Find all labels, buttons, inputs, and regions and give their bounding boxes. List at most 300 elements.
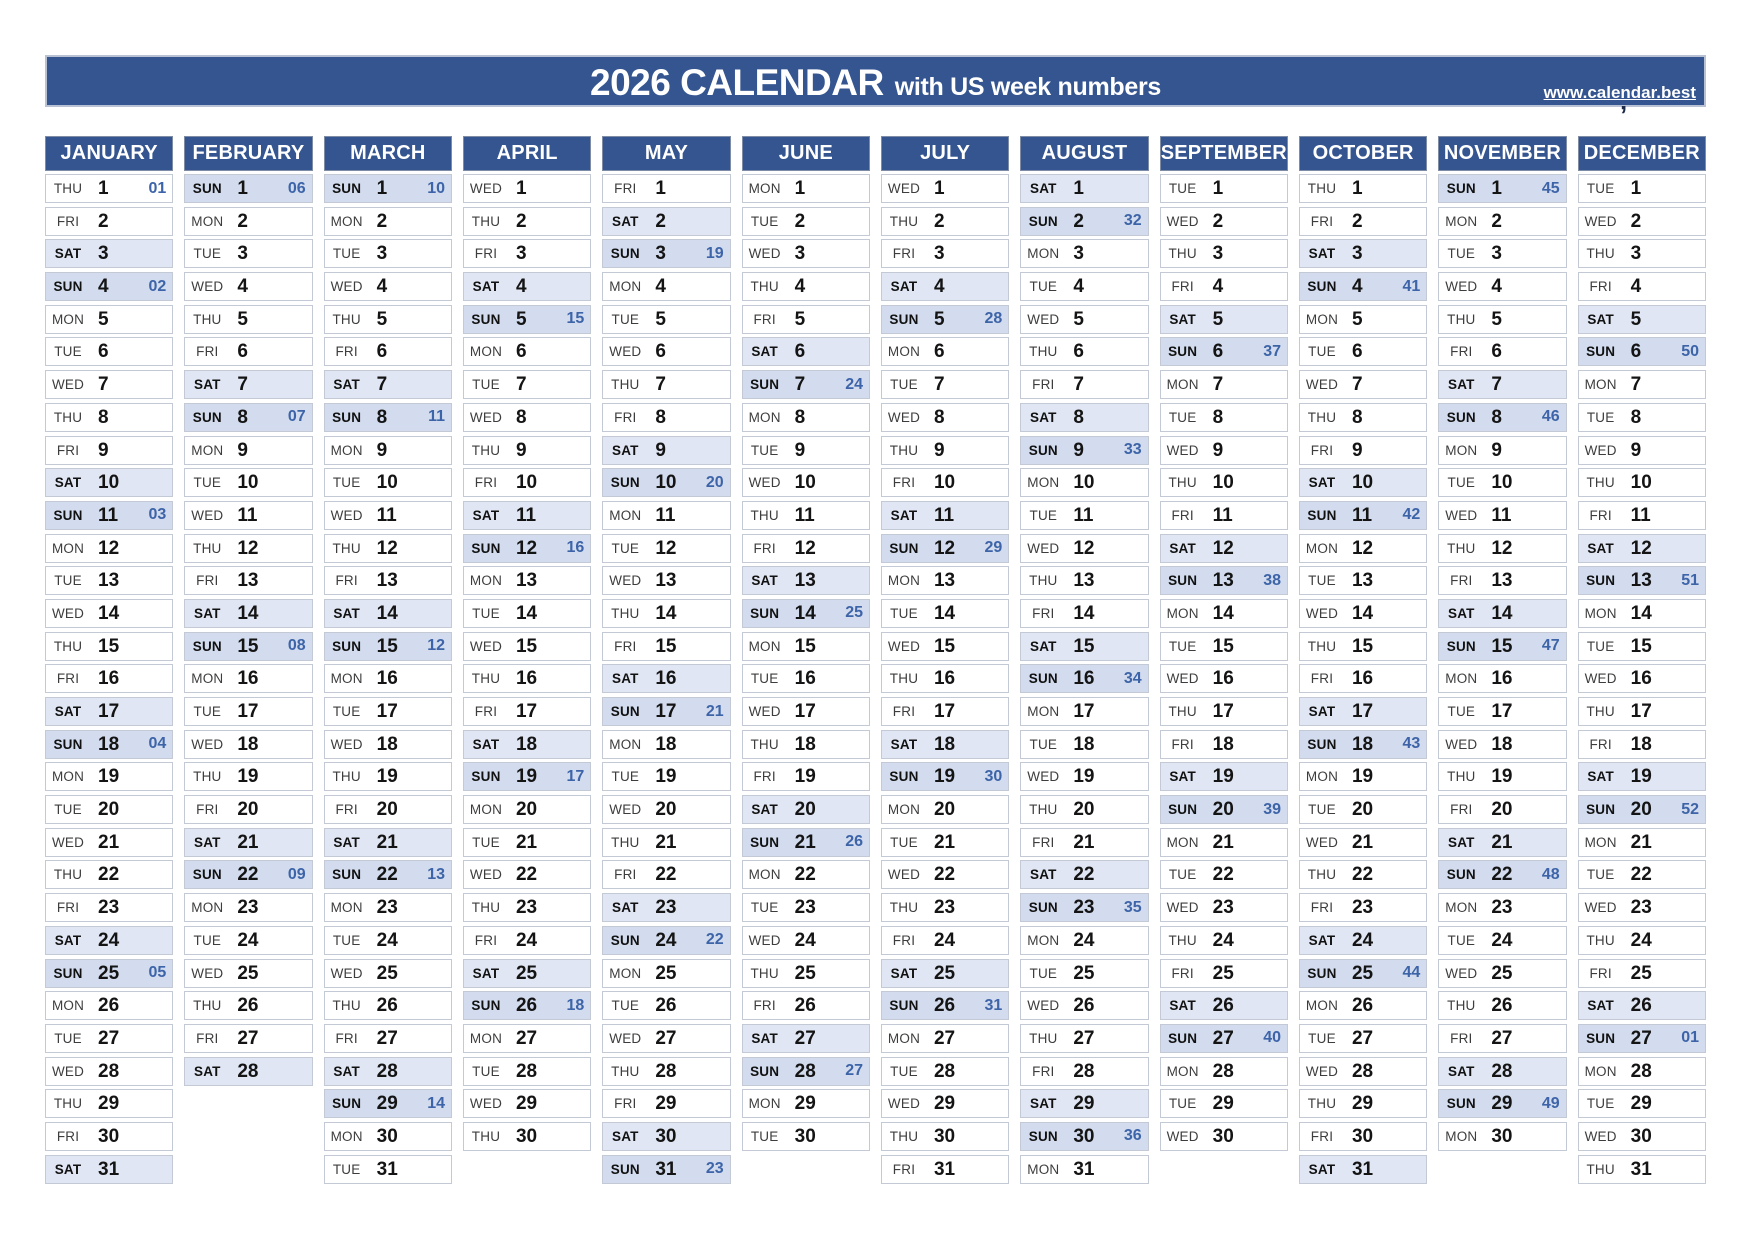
day-abbrev: SUN: [889, 540, 919, 556]
day-abbrev: SAT: [1030, 409, 1057, 425]
day-abbrev: MON: [887, 344, 921, 360]
day-number: 15: [1630, 635, 1652, 657]
day-abbrev: SUN: [1307, 507, 1337, 523]
day-row: [1020, 697, 1148, 726]
week-number: 19: [705, 244, 724, 262]
day-number: 22: [1073, 864, 1095, 886]
day-abbrev: SUN: [332, 867, 362, 883]
day-row: [1160, 926, 1288, 955]
day-number: 18: [1212, 733, 1234, 755]
day-abbrev: WED: [1166, 213, 1199, 229]
day-abbrev: WED: [469, 181, 503, 196]
day-number: 2: [1212, 210, 1224, 232]
day-number: 1: [1073, 178, 1084, 199]
day-row: [324, 632, 452, 661]
day-number: 12: [237, 537, 259, 559]
day-row: [881, 468, 1009, 497]
day-number: 2: [655, 210, 666, 232]
week-number: 23: [705, 1160, 724, 1178]
day-number: 14: [1351, 602, 1374, 624]
day-abbrev: MON: [1445, 442, 1478, 458]
day-number: 12: [1073, 537, 1095, 559]
day-abbrev: WED: [1305, 377, 1339, 393]
day-abbrev: SUN: [610, 932, 640, 948]
day-abbrev: SAT: [1030, 181, 1057, 196]
day-number: 26: [933, 995, 956, 1017]
day-row: [1020, 566, 1148, 595]
day-number: 21: [1212, 831, 1234, 853]
day-abbrev: SUN: [53, 736, 83, 752]
day-row: [602, 1155, 730, 1184]
day-row: [324, 1089, 452, 1118]
day-number: 31: [1630, 1158, 1652, 1180]
day-abbrev: THU: [53, 181, 83, 196]
day-abbrev: THU: [1586, 475, 1615, 491]
day-row: [602, 337, 730, 366]
day-row: [1578, 207, 1706, 236]
day-row: [881, 436, 1009, 465]
day-abbrev: WED: [1584, 671, 1617, 687]
day-row: [742, 566, 870, 595]
week-number: 14: [427, 1094, 445, 1112]
day-row: [45, 207, 173, 236]
day-row: [324, 926, 452, 955]
day-row: [1438, 370, 1566, 399]
day-row: [742, 632, 870, 661]
day-row: [324, 1122, 452, 1151]
day-row: [184, 370, 312, 399]
day-abbrev: THU: [332, 769, 361, 785]
day-row: [463, 370, 591, 399]
day-abbrev: FRI: [335, 344, 358, 360]
day-abbrev: THU: [471, 442, 501, 458]
day-row: [1020, 1057, 1148, 1086]
day-row: [463, 893, 591, 922]
day-number: 19: [1351, 766, 1374, 788]
website-link[interactable]: www.calendar.best: [1543, 83, 1696, 102]
day-number: 25: [237, 962, 259, 984]
day-row: [1438, 239, 1566, 268]
day-number: 3: [1073, 243, 1084, 265]
day-abbrev: SAT: [751, 573, 778, 589]
day-number: 12: [376, 537, 398, 559]
day-abbrev: TUE: [1029, 736, 1058, 752]
day-abbrev: WED: [1584, 1128, 1617, 1144]
day-abbrev: WED: [191, 507, 224, 523]
day-row: [1578, 893, 1706, 922]
day-number: 31: [933, 1158, 956, 1180]
day-row: [45, 272, 173, 301]
day-row: [602, 1024, 730, 1053]
day-abbrev: THU: [1447, 769, 1476, 785]
day-abbrev: FRI: [753, 998, 776, 1014]
day-number: 17: [1630, 701, 1652, 722]
week-number: 38: [1263, 571, 1281, 589]
day-abbrev: SAT: [194, 1063, 221, 1079]
day-row: [324, 566, 452, 595]
day-number: 24: [933, 929, 956, 951]
day-row: [1299, 893, 1427, 922]
day-abbrev: SUN: [1307, 736, 1337, 752]
day-abbrev: THU: [1586, 246, 1615, 262]
day-row: [184, 239, 312, 268]
day-row: [324, 207, 452, 236]
day-abbrev: MON: [1584, 605, 1617, 621]
day-number: 7: [1212, 374, 1224, 396]
day-row: [1578, 370, 1706, 399]
day-number: 5: [1491, 308, 1502, 330]
day-abbrev: MON: [1584, 1063, 1617, 1079]
day-row: [1160, 468, 1288, 497]
day-number: 28: [933, 1060, 956, 1082]
day-row: [1020, 599, 1148, 628]
day-number: 26: [1491, 995, 1513, 1017]
day-row: [602, 272, 730, 301]
day-number: 2: [1073, 210, 1084, 232]
day-abbrev: TUE: [332, 1161, 361, 1177]
day-abbrev: SAT: [1308, 1161, 1336, 1177]
day-number: 14: [98, 602, 120, 624]
day-row: [324, 305, 452, 334]
day-number: 4: [98, 276, 109, 298]
day-row: [881, 1155, 1009, 1184]
week-number: 33: [1123, 441, 1142, 458]
day-abbrev: FRI: [56, 213, 80, 229]
day-abbrev: FRI: [1589, 279, 1612, 295]
day-row: [742, 828, 870, 857]
day-abbrev: SUN: [53, 279, 83, 295]
day-row: [881, 697, 1009, 726]
day-number: 2: [1351, 210, 1363, 232]
day-abbrev: SUN: [471, 311, 501, 327]
day-abbrev: FRI: [1032, 377, 1055, 393]
day-abbrev: MON: [1445, 671, 1478, 687]
day-number: 30: [1491, 1125, 1513, 1147]
day-abbrev: FRI: [1310, 671, 1334, 687]
day-abbrev: THU: [1029, 1030, 1058, 1046]
day-row: [881, 403, 1009, 432]
day-abbrev: SUN: [610, 704, 640, 719]
day-abbrev: THU: [471, 213, 501, 229]
day-abbrev: SAT: [751, 802, 778, 818]
day-abbrev: MON: [330, 900, 363, 916]
day-abbrev: TUE: [890, 377, 918, 393]
day-number: 5: [1212, 308, 1224, 330]
day-number: 14: [1630, 602, 1652, 624]
day-row: [742, 501, 870, 530]
day-number: 9: [655, 439, 666, 461]
day-abbrev: TUE: [193, 704, 222, 719]
day-number: 24: [1073, 929, 1095, 951]
day-row: [1020, 337, 1148, 366]
day-abbrev: SUN: [1307, 279, 1337, 295]
day-row: [1438, 337, 1566, 366]
day-abbrev: THU: [750, 965, 779, 981]
day-number: 31: [1351, 1158, 1374, 1180]
day-number: 12: [1491, 537, 1513, 559]
day-abbrev: WED: [1166, 1128, 1199, 1144]
day-abbrev: MON: [609, 965, 642, 981]
day-row: [1160, 1024, 1288, 1053]
day-abbrev: WED: [330, 965, 363, 981]
day-abbrev: MON: [609, 279, 642, 295]
day-abbrev: WED: [887, 1096, 921, 1112]
day-abbrev: MON: [1445, 900, 1478, 916]
day-number: 18: [515, 733, 538, 755]
day-row: [1299, 664, 1427, 693]
day-abbrev: MON: [887, 1030, 921, 1046]
day-abbrev: MON: [887, 802, 921, 818]
day-number: 13: [1212, 570, 1234, 592]
day-abbrev: FRI: [614, 409, 637, 425]
day-abbrev: MON: [469, 1030, 503, 1046]
day-row: [1160, 566, 1288, 595]
day-abbrev: FRI: [1589, 736, 1612, 752]
day-abbrev: SAT: [751, 344, 778, 360]
day-number: 19: [515, 766, 538, 788]
day-abbrev: MON: [51, 998, 85, 1014]
day-number: 15: [1351, 635, 1374, 657]
day-number: 20: [1491, 799, 1513, 821]
day-number: 29: [933, 1093, 956, 1115]
day-abbrev: FRI: [335, 802, 358, 818]
day-abbrev: MON: [748, 409, 781, 425]
day-number: 4: [1073, 276, 1084, 298]
day-abbrev: WED: [748, 246, 781, 262]
day-number: 10: [1491, 472, 1513, 494]
day-number: 23: [933, 897, 956, 919]
day-abbrev: FRI: [1450, 1030, 1473, 1046]
day-number: 16: [794, 668, 816, 690]
day-row: [1299, 337, 1427, 366]
day-number: 1: [1212, 178, 1224, 199]
day-number: 23: [794, 897, 816, 919]
day-number: 21: [98, 831, 120, 853]
day-number: 29: [376, 1093, 398, 1115]
week-number: 32: [1123, 212, 1142, 230]
day-number: 21: [1630, 831, 1652, 853]
day-number: 2: [1630, 210, 1642, 232]
day-row: [1438, 632, 1566, 661]
day-row: [1299, 730, 1427, 759]
day-abbrev: SAT: [1448, 1063, 1475, 1079]
day-abbrev: SUN: [192, 638, 222, 654]
day-number: 11: [1491, 504, 1512, 526]
day-row: [1020, 534, 1148, 563]
day-row: [881, 991, 1009, 1020]
day-row: [1160, 436, 1288, 465]
day-number: 7: [1351, 374, 1363, 396]
day-abbrev: SAT: [1587, 540, 1614, 556]
day-abbrev: SAT: [333, 605, 360, 621]
day-row: [45, 632, 173, 661]
day-number: 5: [376, 308, 388, 330]
day-abbrev: THU: [332, 540, 361, 556]
day-abbrev: TUE: [332, 704, 361, 719]
day-abbrev: TUE: [1586, 1096, 1615, 1112]
day-row: [324, 959, 452, 988]
day-abbrev: SAT: [194, 834, 221, 850]
day-number: 26: [1630, 995, 1652, 1017]
day-number: 17: [98, 701, 120, 722]
day-number: 24: [98, 929, 120, 951]
day-number: 3: [933, 243, 945, 265]
day-row: [184, 632, 312, 661]
day-row: [45, 893, 173, 922]
day-row: [45, 1057, 173, 1086]
day-abbrev: TUE: [1447, 704, 1476, 719]
day-abbrev: WED: [469, 638, 503, 654]
day-abbrev: TUE: [1586, 181, 1615, 196]
day-abbrev: TUE: [1029, 507, 1058, 523]
day-row: [184, 959, 312, 988]
day-row: [881, 305, 1009, 334]
day-number: 10: [98, 472, 120, 494]
day-row: [742, 468, 870, 497]
day-number: 2: [933, 210, 945, 232]
day-number: 24: [1351, 929, 1374, 951]
day-abbrev: MON: [469, 573, 503, 589]
day-number: 8: [237, 406, 248, 428]
day-abbrev: SAT: [1448, 605, 1475, 621]
day-row: [602, 762, 730, 791]
day-row: [45, 599, 173, 628]
day-row: [602, 828, 730, 857]
day-number: 30: [655, 1125, 677, 1147]
day-number: 17: [933, 701, 956, 722]
day-row: [324, 762, 452, 791]
day-number: 7: [933, 374, 945, 396]
day-row: [184, 926, 312, 955]
day-number: 16: [1630, 668, 1652, 690]
day-row: [881, 207, 1009, 236]
day-row: [463, 599, 591, 628]
day-row: [45, 795, 173, 824]
day-row: [1578, 959, 1706, 988]
day-row: [1438, 305, 1566, 334]
month-header-june: JUNE: [742, 136, 870, 171]
day-number: 4: [1630, 276, 1642, 298]
month-may: [602, 136, 730, 1187]
day-abbrev: SUN: [889, 311, 919, 327]
day-number: 30: [794, 1125, 816, 1147]
day-row: [1578, 860, 1706, 889]
day-abbrev: SUN: [889, 769, 919, 785]
day-number: 8: [1351, 406, 1363, 428]
day-row: [463, 501, 591, 530]
day-row: [324, 828, 452, 857]
day-row: [602, 534, 730, 563]
day-number: 27: [376, 1027, 398, 1049]
day-abbrev: MON: [51, 311, 85, 327]
day-number: 20: [1351, 799, 1374, 821]
week-number: 28: [984, 310, 1003, 328]
day-number: 3: [1212, 243, 1224, 265]
day-number: 9: [98, 439, 109, 461]
day-row: [742, 860, 870, 889]
day-number: 2: [98, 210, 109, 232]
day-abbrev: WED: [1166, 900, 1199, 916]
day-row: [602, 991, 730, 1020]
day-row: [1160, 501, 1288, 530]
day-number: 15: [1491, 635, 1513, 657]
day-row: [1299, 926, 1427, 955]
day-row: [1438, 1057, 1566, 1086]
day-abbrev: FRI: [1310, 213, 1334, 229]
day-number: 15: [237, 635, 259, 657]
day-abbrev: THU: [889, 671, 919, 687]
day-abbrev: MON: [1027, 475, 1060, 491]
day-number: 22: [98, 864, 120, 886]
day-row: [1578, 403, 1706, 432]
day-row: [602, 239, 730, 268]
day-number: 25: [655, 962, 677, 984]
week-number: 22: [705, 931, 724, 949]
day-row: [1160, 599, 1288, 628]
day-abbrev: SUN: [1586, 344, 1616, 360]
day-abbrev: THU: [1447, 998, 1476, 1014]
day-number: 30: [1212, 1125, 1234, 1147]
day-abbrev: SUN: [53, 965, 83, 981]
day-abbrev: THU: [1029, 573, 1058, 589]
day-row: [45, 370, 173, 399]
day-row: [602, 664, 730, 693]
day-abbrev: MON: [1027, 932, 1060, 948]
month-header-may: MAY: [602, 136, 730, 171]
day-row: [45, 337, 173, 366]
day-number: 1: [933, 178, 945, 199]
week-number: 34: [1123, 669, 1142, 687]
day-number: 7: [98, 374, 109, 396]
day-number: 13: [933, 570, 956, 592]
day-number: 17: [237, 701, 259, 722]
day-number: 26: [655, 995, 677, 1017]
day-number: 30: [98, 1125, 120, 1147]
day-abbrev: TUE: [54, 573, 82, 589]
day-row: [1160, 1122, 1288, 1151]
day-row: [45, 762, 173, 791]
day-row: [742, 305, 870, 334]
day-abbrev: WED: [469, 867, 503, 883]
day-number: 23: [515, 897, 538, 919]
day-row: [1299, 697, 1427, 726]
day-row: [1020, 1122, 1148, 1151]
week-number: 29: [984, 539, 1003, 557]
day-number: 9: [1351, 439, 1363, 461]
week-number: 35: [1123, 898, 1142, 916]
day-abbrev: TUE: [472, 834, 500, 850]
day-number: 26: [376, 995, 398, 1017]
day-number: 12: [515, 537, 538, 559]
day-abbrev: SAT: [472, 507, 500, 523]
day-row: [184, 599, 312, 628]
day-abbrev: FRI: [196, 802, 219, 818]
day-row: [881, 1089, 1009, 1118]
day-row: [1160, 207, 1288, 236]
day-abbrev: THU: [193, 311, 222, 327]
day-number: 1: [98, 178, 109, 199]
day-number: 23: [1630, 897, 1652, 919]
day-row: [881, 1122, 1009, 1151]
day-abbrev: FRI: [1171, 736, 1194, 752]
day-number: 7: [1073, 374, 1084, 396]
day-abbrev: FRI: [335, 573, 358, 589]
day-number: 16: [515, 668, 538, 690]
day-row: [1578, 534, 1706, 563]
day-row: [881, 730, 1009, 759]
day-abbrev: MON: [191, 213, 224, 229]
day-abbrev: WED: [1166, 442, 1199, 458]
